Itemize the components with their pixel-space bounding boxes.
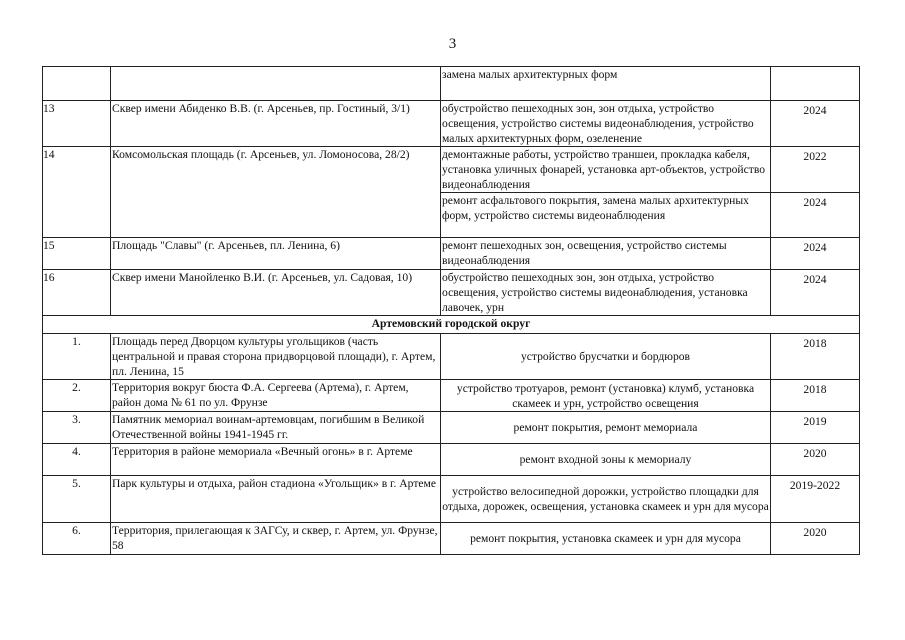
object-cell: Сквер имени Абиденко В.В. (г. Арсеньев, пр. Гостиный, 3/1) [111, 101, 441, 147]
table-row [43, 444, 860, 476]
table-row [43, 380, 860, 412]
table-row [43, 147, 860, 193]
works-cell: устройство тротуаров, ремонт (установка) клумб, установка скамеек и урн, устройство освещения [441, 380, 771, 412]
page-number: 3 [448, 36, 457, 52]
object-cell: Комсомольская площадь (г. Арсеньев, ул. Ломоносова, 28/2) [111, 147, 441, 238]
year-cell: 2020 [771, 523, 860, 555]
works-cell: устройство велосипедной дорожки, устройство площадки для отдыха, дорожек, освещения, установка скамеек и урн для мусора [441, 476, 771, 523]
section-row [43, 316, 860, 334]
works-cell: замена малых архитектурных форм [441, 67, 771, 101]
table-row [43, 67, 860, 101]
objects-table [42, 66, 860, 555]
object-cell [111, 67, 441, 101]
row-number: 15 [43, 238, 111, 270]
object-cell: Сквер имени Манойленко В.И. (г. Арсеньев, ул. Садовая, 10) [111, 270, 441, 316]
works-cell: ремонт пешеходных зон, освещения, устройство системы видеонаблюдения [441, 238, 771, 270]
object-cell: Территория, прилегающая к ЗАГСу, и сквер, г. Артем, ул. Фрунзе, 58 [111, 523, 441, 555]
row-number: 6. [43, 523, 111, 555]
year-cell: 2022 [771, 147, 860, 193]
object-cell: Территория в районе мемориала «Вечный огонь» в г. Артеме [111, 444, 441, 476]
row-number: 16 [43, 270, 111, 316]
year-cell [771, 67, 860, 101]
row-number: 13 [43, 101, 111, 147]
table-row [43, 476, 860, 523]
object-cell: Площадь "Славы" (г. Арсеньев, пл. Ленина, 6) [111, 238, 441, 270]
works-cell: демонтажные работы, устройство траншеи, прокладка кабеля, установка уличных фонарей, установка арт-объектов, устройство видеонаблюдения [441, 147, 771, 193]
row-number: 14 [43, 147, 111, 238]
year-cell: 2020 [771, 444, 860, 476]
year-cell: 2024 [771, 193, 860, 238]
table-row [43, 270, 860, 316]
table-row [43, 412, 860, 444]
table-row [43, 334, 860, 380]
section-title: Артемовский городской округ [43, 316, 860, 334]
year-cell: 2019 [771, 412, 860, 444]
year-cell: 2024 [771, 270, 860, 316]
table-row [43, 101, 860, 147]
works-cell: ремонт входной зоны к мемориалу [441, 444, 771, 476]
works-cell: ремонт асфальтового покрытия, замена малых архитектурных форм, устройство системы видеонаблюдения [441, 193, 771, 238]
year-cell: 2024 [771, 238, 860, 270]
works-cell: обустройство пешеходных зон, зон отдыха, устройство освещения, устройство системы видеонаблюдения, устройство малых архитектурных форм, озеленение [441, 101, 771, 147]
row-number [43, 67, 111, 101]
object-cell: Памятник мемориал воинам-артемовцам, погибшим в Великой Отечественной войны 1941-1945 гг. [111, 412, 441, 444]
works-cell: ремонт покрытия, установка скамеек и урн для мусора [441, 523, 771, 555]
year-cell: 2019-2022 [771, 476, 860, 523]
object-cell: Площадь перед Дворцом культуры угольщиков (часть центральной и правая сторона придворцовой площади), г. Артем, пл. Ленина, 15 [111, 334, 441, 380]
row-number: 4. [43, 444, 111, 476]
row-number: 2. [43, 380, 111, 412]
row-number: 1. [43, 334, 111, 380]
row-number: 5. [43, 476, 111, 523]
works-cell: ремонт покрытия, ремонт мемориала [441, 412, 771, 444]
year-cell: 2018 [771, 380, 860, 412]
object-cell: Территория вокруг бюста Ф.А. Сергеева (Артема), г. Артем, район дома № 61 по ул. Фрунзе [111, 380, 441, 412]
object-cell: Парк культуры и отдыха, район стадиона «Угольщик» в г. Артеме [111, 476, 441, 523]
row-number: 3. [43, 412, 111, 444]
works-cell: устройство брусчатки и бордюров [441, 334, 771, 380]
table-row [43, 238, 860, 270]
year-cell: 2018 [771, 334, 860, 380]
works-cell: обустройство пешеходных зон, зон отдыха, устройство освещения, устройство системы видеонаблюдения, установка лавочек, урн [441, 270, 771, 316]
table-row [43, 523, 860, 555]
year-cell: 2024 [771, 101, 860, 147]
